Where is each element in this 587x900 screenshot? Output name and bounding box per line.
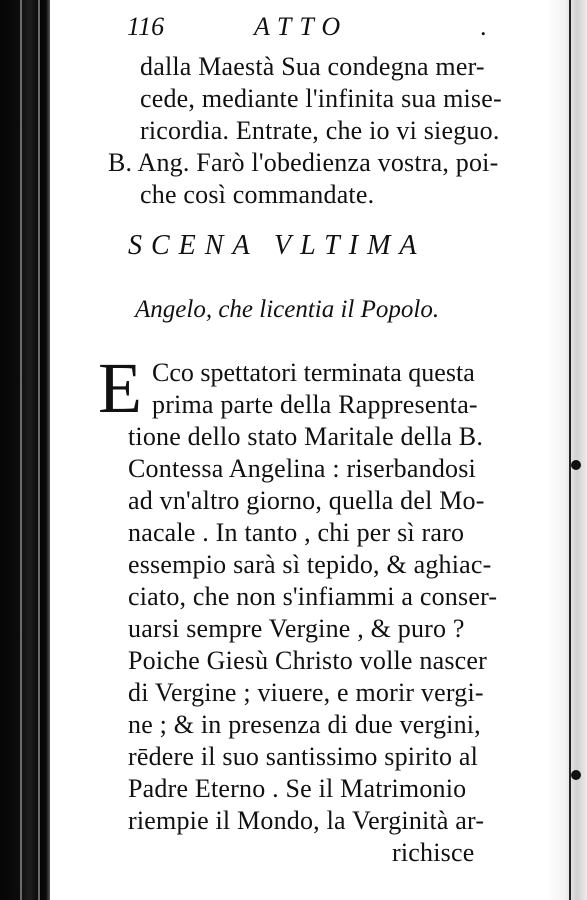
text-line: uarsi sempre Vergine , & puro ? — [128, 614, 465, 643]
text-line: Poiche Giesù Christo volle nascer — [128, 646, 487, 675]
text-line: nacale . In tanto , chi per sì raro — [128, 518, 465, 547]
text-line: di Vergine ; viuere, e morir vergi- — [128, 678, 484, 707]
text-line: riempie il Mondo, la Verginità ar- — [128, 806, 485, 835]
text-line: essempio sarà sì tepido, & aghiac- — [128, 550, 492, 579]
text-line: Cco spettatori terminata questa — [152, 358, 475, 387]
running-title: ATTO — [254, 12, 349, 41]
text-line: tione dello stato Maritale della B. — [128, 422, 484, 451]
page-number: 116 — [127, 12, 165, 41]
text-line: che così commandate. — [140, 180, 375, 209]
text-line: ne ; & in presenza di due vergini, — [128, 710, 481, 739]
text-line: dalla Maestà Sua condegna mer- — [140, 52, 485, 81]
scene-subtitle: Angelo, che licentia il Popolo. — [135, 296, 440, 323]
text-line: ricordia. Entrate, che io vi sieguo. — [140, 116, 500, 145]
text-line: rēdere il suo santissimo spirito al — [128, 742, 479, 771]
text-line: prima parte della Rappresenta- — [152, 390, 478, 419]
text-line: ciato, che non s'infiammi a conser- — [128, 582, 498, 611]
drop-cap: E — [98, 348, 142, 428]
scene-title: SCENA VLTIMA — [128, 230, 426, 261]
text-line: ad vn'altro giorno, quella del Mo- — [128, 486, 485, 515]
text-line: Padre Eterno . Se il Matrimonio — [128, 774, 467, 803]
header-ornament: . — [480, 12, 487, 41]
text-line: Contessa Angelina : riserbandosi — [128, 454, 476, 483]
text-line: cede, mediante l'infinita sua mise- — [140, 84, 502, 113]
text-line: richisce — [392, 838, 475, 867]
text-line: B. Ang. Farò l'obedienza vostra, poi- — [108, 148, 499, 177]
